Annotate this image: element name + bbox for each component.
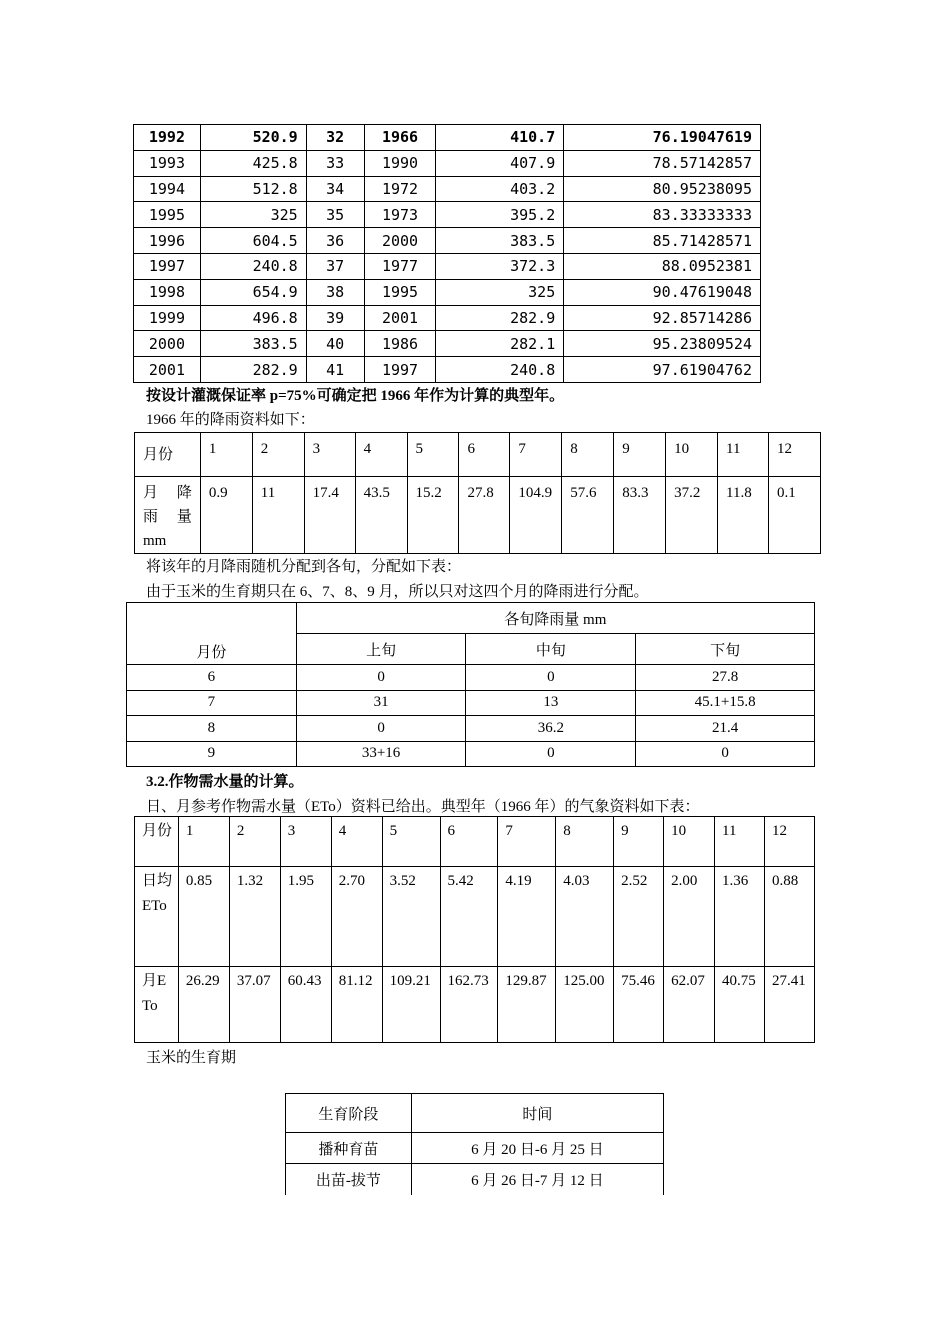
middle-dekad-cell: 36.2 [466,716,636,742]
daily-eto-cell: 0.88 [764,867,814,967]
month-cell: 12 [768,433,820,477]
table-row [134,125,761,151]
monthly-rainfall-table [134,432,821,554]
sorted-rainfall-cell: 325 [436,279,564,305]
lower-dekad-cell: 45.1+15.8 [636,690,815,716]
upper-dekad-cell: 31 [296,690,466,716]
year-cell: 1997 [134,253,201,279]
stage-header-row [286,1094,664,1133]
growth-stage-table [285,1093,664,1195]
sorted-year-cell: 1990 [364,150,436,176]
sorted-rainfall-cell: 240.8 [436,357,564,383]
rainfall-cell: 57.6 [562,477,614,554]
rainfall-cell: 17.4 [304,477,355,554]
distribute-text: 将该年的月降雨随机分配到各旬，分配如下表： [146,559,462,575]
daily-eto-cell: 1.95 [280,867,331,967]
daily-eto-cell: 4.03 [556,867,614,967]
rainfall-cell: 83.3 [614,477,666,554]
monthly-eto-cell: 75.46 [614,967,664,1043]
daily-eto-cell: 2.70 [331,867,382,967]
table-row [134,176,761,202]
year-cell: 1999 [134,305,201,331]
month-cell: 5 [407,433,459,477]
frequency-table [133,124,761,383]
monthly-eto-cell: 109.21 [382,967,440,1043]
month-cell: 10 [664,817,715,867]
sorted-rainfall-cell: 282.9 [436,305,564,331]
rank-cell: 32 [306,125,364,151]
daily-eto-cell: 1.36 [715,867,765,967]
middle-dekad-cell: 0 [466,741,636,767]
monthly-eto-cell: 60.43 [280,967,331,1043]
month-cell: 9 [614,433,666,477]
stage-header-cell: 生育阶段 [286,1094,412,1133]
sorted-year-cell: 2000 [364,228,436,254]
month-cell: 4 [331,817,382,867]
sorted-rainfall-cell: 282.1 [436,331,564,357]
month-header-cell: 月份 [127,603,297,665]
rainfall-cell: 0.1 [768,477,820,554]
monthly-eto-cell: 26.29 [178,967,229,1043]
year-cell: 1993 [134,150,201,176]
rainfall-cell: 43.5 [355,477,407,554]
frequency-cell: 78.57142857 [564,150,761,176]
rainfall-cell: 520.9 [200,125,306,151]
rainfall-cell: 11 [252,477,304,554]
month-cell: 6 [440,817,498,867]
daily-eto-cell: 2.00 [664,867,715,967]
frequency-cell: 97.61904762 [564,357,761,383]
time-header-cell: 时间 [411,1094,663,1133]
lower-dekad-cell: 27.8 [636,665,815,691]
table-row [127,716,815,742]
table-row [134,228,761,254]
table-row [134,279,761,305]
frequency-cell: 80.95238095 [564,176,761,202]
rainfall-cell: 604.5 [200,228,306,254]
eto-table [134,816,815,1043]
upper-dekad-cell: 33+16 [296,741,466,767]
frequency-cell: 90.47619048 [564,279,761,305]
year-cell: 1996 [134,228,201,254]
upper-dekad-cell: 0 [296,665,466,691]
rainfall-cell: 37.2 [666,477,718,554]
monthly-eto-cell: 125.00 [556,967,614,1043]
table-row [134,305,761,331]
month-cell: 8 [556,817,614,867]
monthly-eto-cell: 37.07 [229,967,280,1043]
daily-eto-cell: 5.42 [440,867,498,967]
month-cell: 12 [764,817,814,867]
rainfall-cell: 27.8 [459,477,510,554]
eto-monthly-row [135,967,815,1043]
subheader-cell: 上旬 [296,634,466,665]
year-cell: 2000 [134,331,201,357]
rainfall-cell: 282.9 [200,357,306,383]
sorted-year-cell: 1966 [364,125,436,151]
month-cell: 3 [280,817,331,867]
month-cell: 4 [355,433,407,477]
rainfall-cell: 15.2 [407,477,459,554]
sorted-rainfall-cell: 395.2 [436,202,564,228]
stage-cell: 出苗-拔节 [286,1164,412,1195]
frequency-cell: 92.85714286 [564,305,761,331]
subheader-cell: 下旬 [636,634,815,665]
eto-intro: 日、月参考作物需水量（ETo）资料已给出。典型年（1966 年）的气象资料如下表： [146,799,700,815]
sorted-rainfall-cell: 410.7 [436,125,564,151]
rainfall-cell: 240.8 [200,253,306,279]
table-row [134,253,761,279]
month-cell: 10 [666,433,718,477]
sorted-rainfall-cell: 383.5 [436,228,564,254]
rank-cell: 39 [306,305,364,331]
month-cell: 5 [382,817,440,867]
rank-cell: 36 [306,228,364,254]
month-cell: 7 [498,817,556,867]
rainfall-cell: 654.9 [200,279,306,305]
year-cell: 1992 [134,125,201,151]
month-header-cell: 月份 [135,433,201,477]
sorted-rainfall-cell: 407.9 [436,150,564,176]
design-statement: 按设计灌溉保证率 p=75%可确定把 1966 年作为计算的典型年。 [146,388,565,404]
rainfall-cell: 325 [200,202,306,228]
month-cell: 6 [127,665,297,691]
middle-dekad-cell: 0 [466,665,636,691]
year-cell: 1994 [134,176,201,202]
month-cell: 1 [200,433,252,477]
month-cell: 1 [178,817,229,867]
rainfall-cell: 0.9 [200,477,252,554]
year-cell: 1995 [134,202,201,228]
table-row [134,357,761,383]
frequency-cell: 88.0952381 [564,253,761,279]
sorted-year-cell: 1972 [364,176,436,202]
rainfall-header-cell: 月 降 雨 量 mm [135,477,201,554]
lower-dekad-cell: 21.4 [636,716,815,742]
month-cell: 2 [252,433,304,477]
sorted-year-cell: 1997 [364,357,436,383]
table-row [134,202,761,228]
sorted-year-cell: 2001 [364,305,436,331]
dekad-rainfall-table [126,602,815,767]
table-row [127,690,815,716]
daily-eto-cell: 3.52 [382,867,440,967]
rainfall-cell: 11.8 [718,477,769,554]
daily-eto-cell: 0.85 [178,867,229,967]
year-cell: 2001 [134,357,201,383]
month-row [135,433,821,477]
sorted-year-cell: 1977 [364,253,436,279]
rank-cell: 33 [306,150,364,176]
daily-eto-cell: 1.32 [229,867,280,967]
rainfall-cell: 383.5 [200,331,306,357]
section-heading: 3.2.作物需水量的计算。 [146,774,304,790]
daily-eto-cell: 4.19 [498,867,556,967]
month-cell: 8 [127,716,297,742]
subheader-cell: 中旬 [466,634,636,665]
month-cell: 11 [715,817,765,867]
rainfall-cell: 104.9 [510,477,562,554]
frequency-cell: 76.19047619 [564,125,761,151]
rainfall-cell: 512.8 [200,176,306,202]
time-cell: 6 月 26 日-7 月 12 日 [411,1164,663,1195]
dekad-table-body [127,665,815,767]
month-cell: 2 [229,817,280,867]
growth-period-title: 玉米的生育期 [146,1050,237,1066]
rainfall-cell: 496.8 [200,305,306,331]
month-cell: 3 [304,433,355,477]
group-header-cell: 各旬降雨量 mm [296,603,814,634]
month-cell: 9 [614,817,664,867]
monthly-eto-cell: 40.75 [715,967,765,1043]
rank-cell: 37 [306,253,364,279]
daily-eto-header-cell: 日均ETo [135,867,179,967]
time-cell: 6 月 20 日-6 月 25 日 [411,1133,663,1164]
monthly-eto-header-cell: 月ETo [135,967,179,1043]
table-row [134,150,761,176]
sorted-rainfall-cell: 372.3 [436,253,564,279]
sorted-year-cell: 1973 [364,202,436,228]
rank-cell: 34 [306,176,364,202]
monthly-eto-cell: 81.12 [331,967,382,1043]
upper-dekad-cell: 0 [296,716,466,742]
monthly-eto-cell: 62.07 [664,967,715,1043]
rainfall-cell: 425.8 [200,150,306,176]
table-row [127,741,815,767]
stage-row [286,1164,664,1195]
rain-intro: 1966 年的降雨资料如下： [146,412,315,428]
dekad-header-row [127,603,815,634]
lower-dekad-cell: 0 [636,741,815,767]
table-row [127,665,815,691]
rank-cell: 35 [306,202,364,228]
table-row [134,331,761,357]
frequency-cell: 85.71428571 [564,228,761,254]
month-cell: 7 [127,690,297,716]
month-cell: 6 [459,433,510,477]
sorted-year-cell: 1995 [364,279,436,305]
rank-cell: 38 [306,279,364,305]
stage-row [286,1133,664,1164]
sorted-rainfall-cell: 403.2 [436,176,564,202]
eto-daily-row [135,867,815,967]
month-header-cell: 月份 [135,817,179,867]
month-cell: 7 [510,433,562,477]
stage-cell: 播种育苗 [286,1133,412,1164]
monthly-eto-cell: 162.73 [440,967,498,1043]
month-cell: 9 [127,741,297,767]
growth-note: 由于玉米的生育期只在 6、7、8、9 月，所以只对这四个月的降雨进行分配。 [146,584,649,600]
rank-cell: 40 [306,331,364,357]
monthly-eto-cell: 27.41 [764,967,814,1043]
frequency-cell: 95.23809524 [564,331,761,357]
year-cell: 1998 [134,279,201,305]
middle-dekad-cell: 13 [466,690,636,716]
rank-cell: 41 [306,357,364,383]
daily-eto-cell: 2.52 [614,867,664,967]
eto-month-row [135,817,815,867]
rainfall-row [135,477,821,554]
month-cell: 11 [718,433,769,477]
sorted-year-cell: 1986 [364,331,436,357]
monthly-eto-cell: 129.87 [498,967,556,1043]
frequency-table-body [134,125,761,383]
month-cell: 8 [562,433,614,477]
frequency-cell: 83.33333333 [564,202,761,228]
